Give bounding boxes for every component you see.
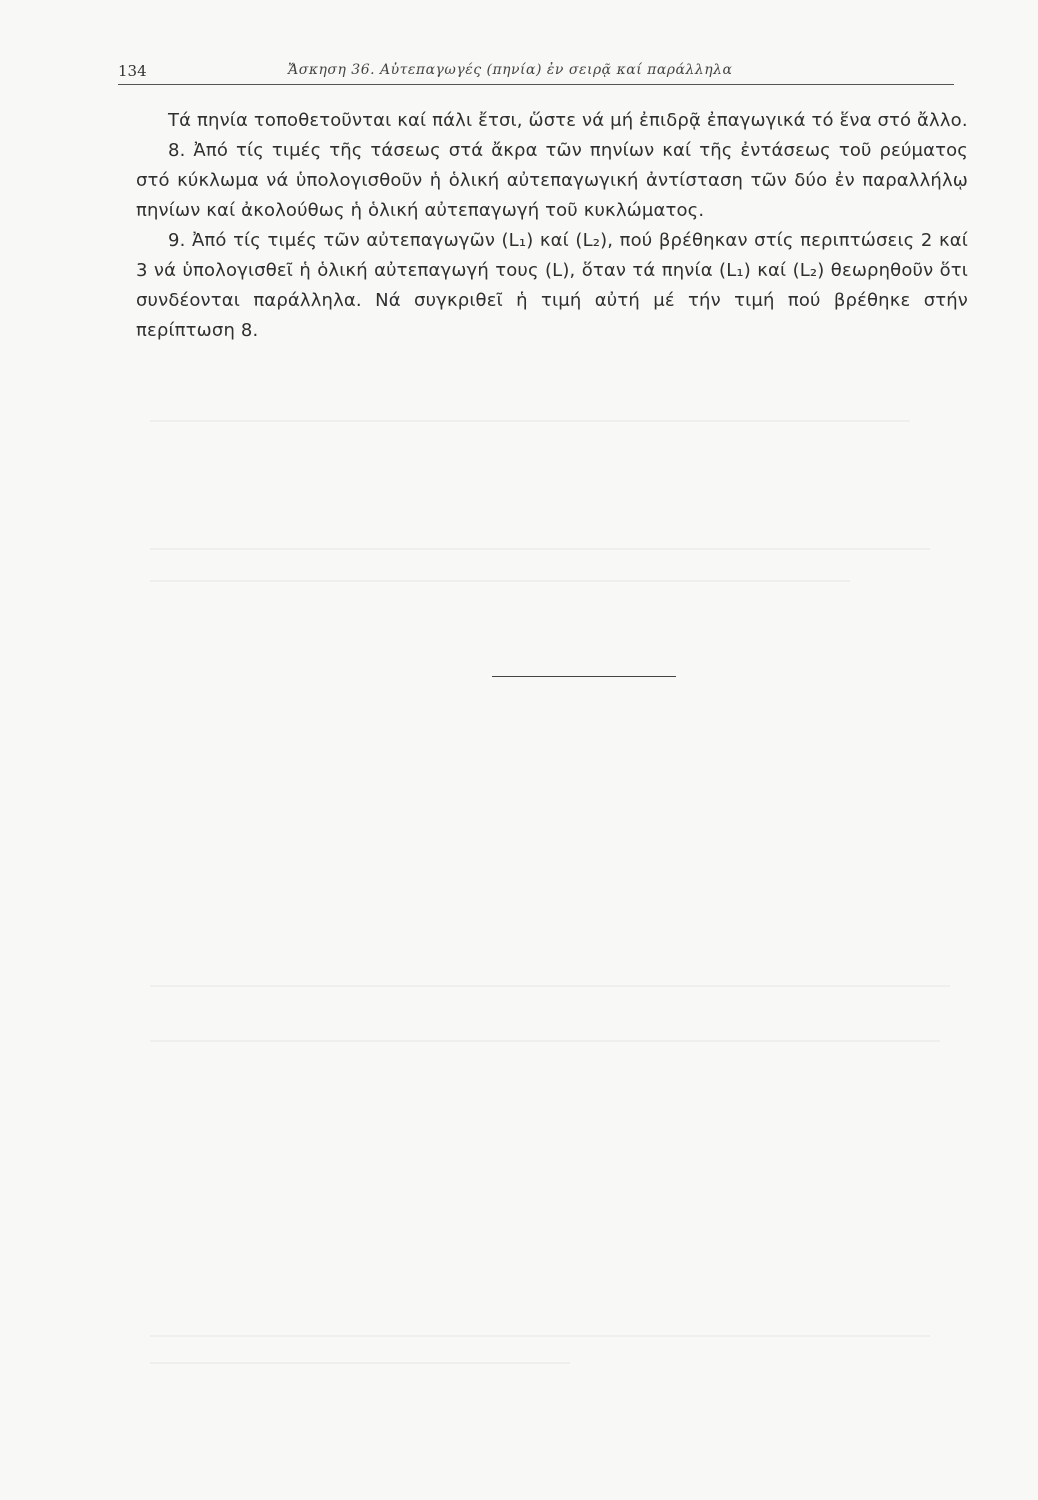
section-divider [492,676,676,677]
bleed-through-mark [150,420,910,422]
paragraph-step-9: 9. Ἀπό τίς τιμές τῶν αὐτεπαγωγῶν (L₁) καί (L₂), πού βρέθηκαν στίς περιπτώσεις 2 καί 3 νά ὑπολογισθεῖ ἡ ὁλική αὐτεπαγωγή τους (L), ὅταν τά πηνία (L₁) καί (L₂) θεωρηθοῦν ὅτι συνδέονται παράλληλα. Νά συγκριθεῖ ἡ τιμή αὐτή μέ τήν τιμή πού βρέθηκε στήν περίπτωση 8. [136,230,968,341]
paragraph-step-8: 8. Ἀπό τίς τιμές τῆς τάσεως στά ἄκρα τῶν πηνίων καί τῆς ἐντάσεως τοῦ ρεύματος στό κύκλωμα νά ὑπολογισθοῦν ἡ ὁλική αὐτεπαγωγική ἀντίσταση τῶν δύο ἐν παραλλήλῳ πηνίων καί ἀκολούθως ἡ ὁλική αὐτεπαγωγή τοῦ κυκλώματος. [136,140,968,221]
paragraph-intro: Τά πηνία τοποθετοῦνται καί πάλι ἔτσι, ὥστε νά μή ἐπιδρᾷ ἐπαγωγικά τό ἕνα στό ἄλλο. [168,110,968,131]
running-head: Ἄσκηση 36. Αὐτεπαγωγές (πηνία) ἐν σειρᾷ καί παράλληλα [288,62,733,78]
bleed-through-mark [150,548,930,550]
bleed-through-mark [150,1335,930,1337]
body-text [136,106,968,346]
bleed-through-mark [150,985,950,987]
bleed-through-mark [150,1040,940,1042]
bleed-through-mark [150,1362,570,1364]
page-number: 134 [118,62,147,80]
bleed-through-mark [150,580,850,582]
page-header [118,62,954,85]
